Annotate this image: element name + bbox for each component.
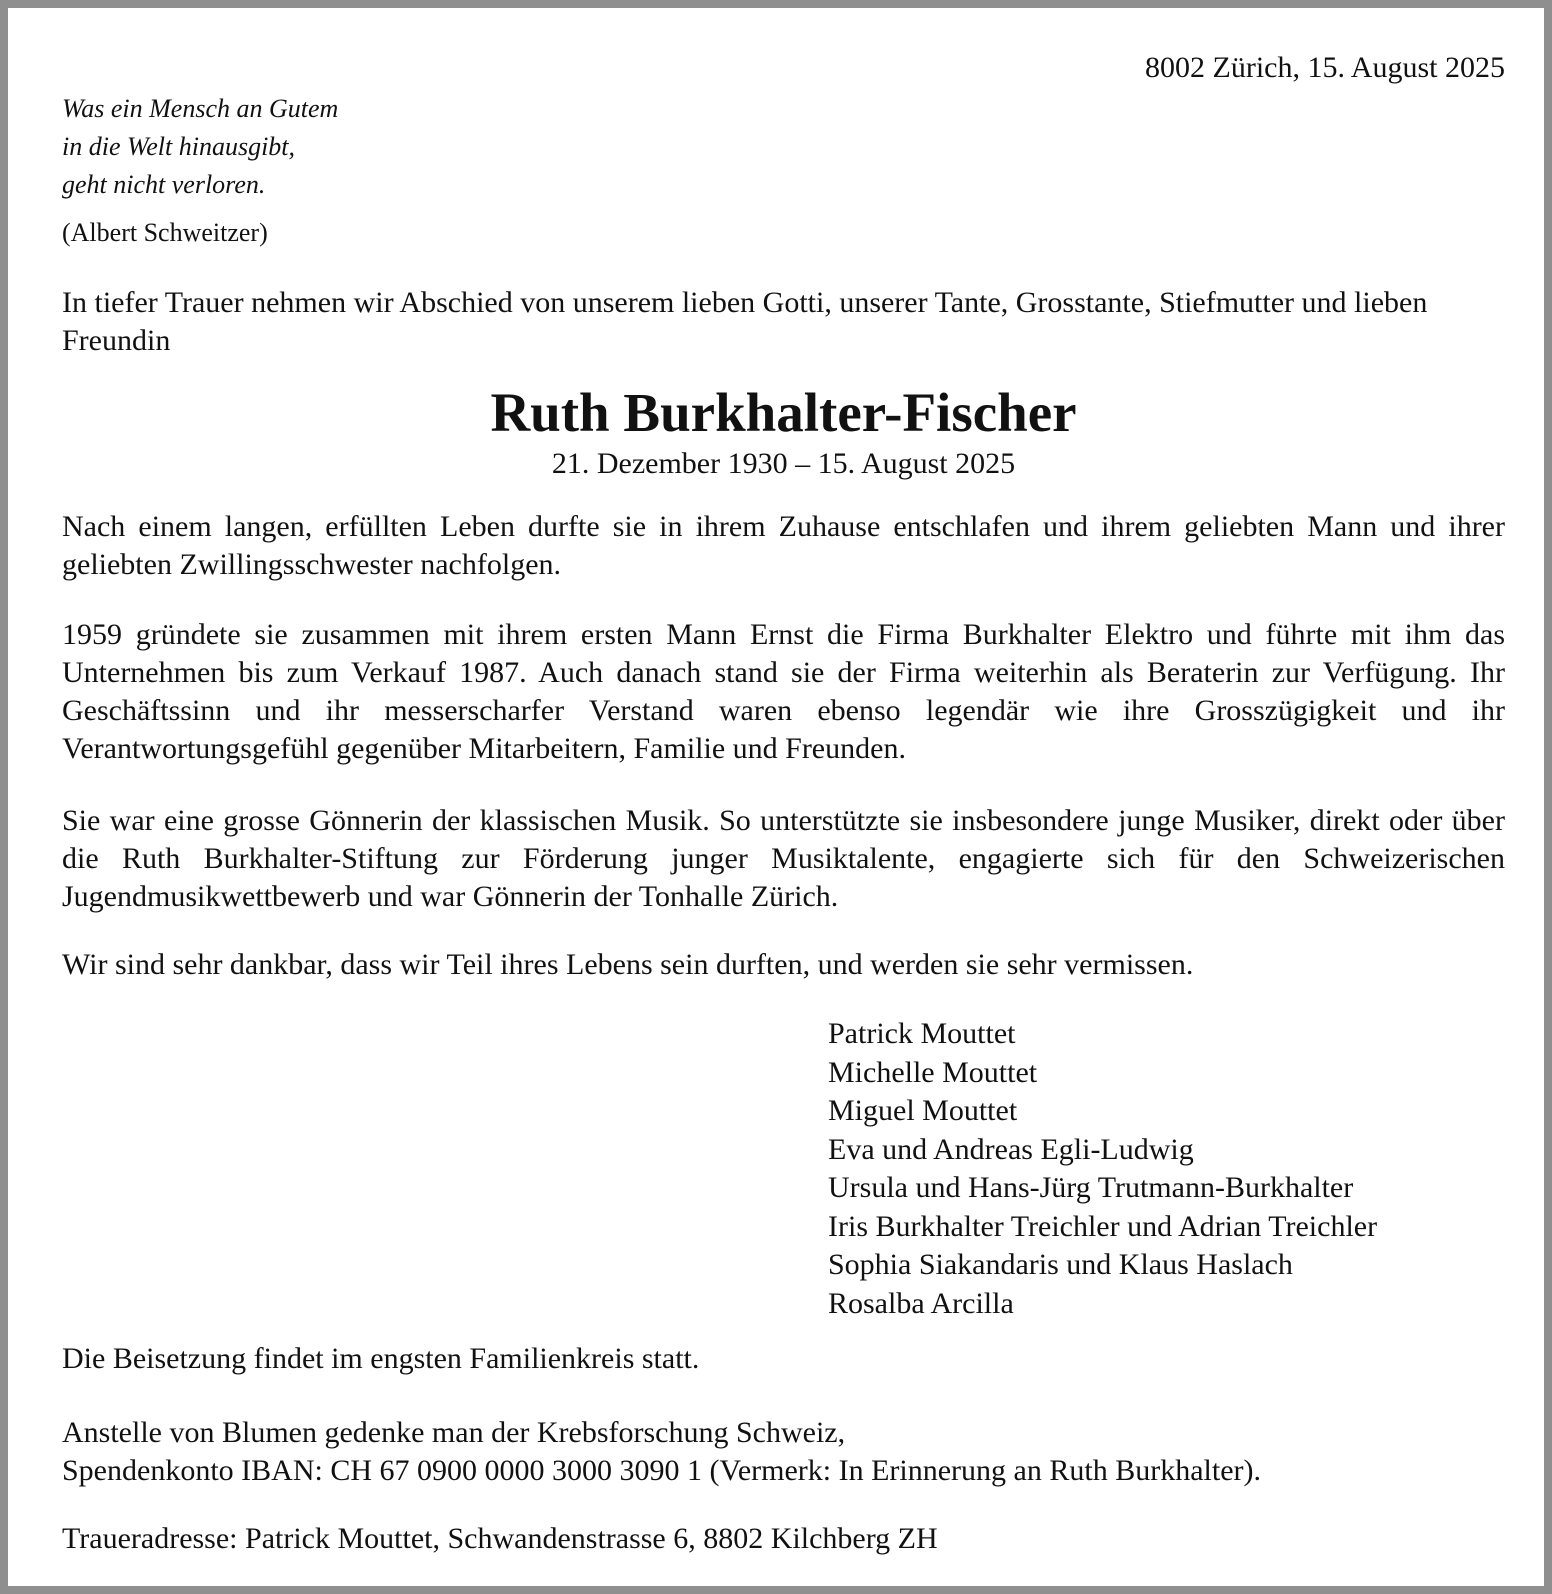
quote-line: Was ein Mensch an Gutem [62,94,339,123]
donation-note [62,1414,1505,1490]
funeral-note: Die Beisetzung findet im engsten Familienkreis statt. [62,1342,700,1375]
quote-author: (Albert Schweitzer) [62,218,268,247]
paragraph-company: 1959 gründete sie zusammen mit ihrem ersten Mann Ernst die Firma Burkhalter Elektro und führte mit ihm das Unternehmen bis zum Verkauf 1987. Auch danach stand sie der Firma weiterhin als Beraterin zur Verfügung. Ihr Geschäftssinn und ihr messerscharfer Verstand waren ebenso legendär wie ihre Grosszügigkeit und ihr Verantwortungsgefühl gegenüber Mitarbeitern, Familie und Freunden. [62,618,1505,765]
donation-line: Anstelle von Blumen gedenke man der Krebsforschung Schweiz, [62,1416,846,1449]
mourner-name: Eva und Andreas Egli-Ludwig [828,1132,1194,1166]
mourner-name: Rosalba Arcilla [828,1286,1014,1320]
mourner-name: Patrick Mouttet [828,1017,1016,1050]
mourner-name: Ursula und Hans-Jürg Trutmann-Burkhalter [828,1171,1354,1204]
paragraph-passing: Nach einem langen, erfüllten Leben durfte sie in ihrem Zuhause entschlafen und ihrem geliebten Mann und ihrer geliebten Zwillingsschwester nachfolgen. [62,510,1505,581]
mourner-name: Michelle Mouttet [828,1055,1038,1089]
mourners-list [828,1015,1377,1323]
mourner-name: Iris Burkhalter Treichler und Adrian Treichler [828,1209,1378,1243]
quote [62,90,338,204]
intro-text: In tiefer Trauer nehmen wir Abschied von unserem lieben Gotti, unserer Tante, Grosstante, Stiefmutter und lieben Freundin [62,286,1428,357]
mourner-name: Miguel Mouttet [828,1094,1018,1127]
mourner-name: Sophia Siakandaris und Klaus Haslach [828,1248,1293,1281]
donation-iban-line: Spendenkonto IBAN: CH 67 0900 0000 3000 3090 1 (Vermerk: In Erinnerung an Ruth Burkhalter). [62,1454,1261,1487]
paragraph-music: Sie war eine grosse Gönnerin der klassischen Musik. So unterstützte sie insbesondere junge Musiker, direkt oder über die Ruth Burkhalter-Stiftung zur Förderung junger Musiktalente, engagierte sich für den Schweizerischen Jugendmusikwettbewerb und war Gönnerin der Tonhalle Zürich. [62,804,1505,913]
place-date: 8002 Zürich, 15. August 2025 [1145,51,1505,84]
quote-line: geht nicht verloren. [62,170,266,199]
mourning-address: Traueradresse: Patrick Mouttet, Schwandenstrasse 6, 8802 Kilchberg ZH [62,1522,938,1555]
quote-line: in die Welt hinausgibt, [62,132,296,161]
deceased-name: Ruth Burkhalter-Fischer [490,382,1077,443]
paragraph-gratitude: Wir sind sehr dankbar, dass wir Teil ihres Lebens sein durften, und werden sie sehr vermissen. [62,948,1194,981]
life-dates: 21. Dezember 1930 – 15. August 2025 [551,447,1016,480]
